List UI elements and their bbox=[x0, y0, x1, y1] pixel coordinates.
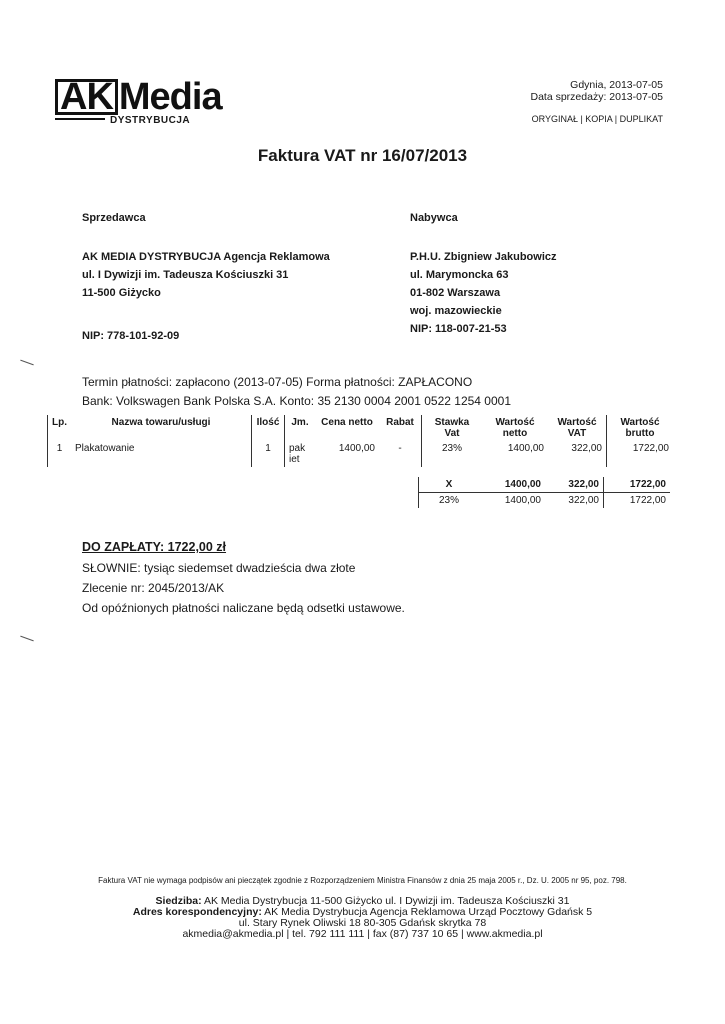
amount-words: SŁOWNIE: tysiąc siedemset dwadzieścia dwa złote bbox=[82, 561, 356, 575]
row-gross-value: 1722,00 bbox=[607, 441, 674, 467]
header-unit: Jm. bbox=[285, 415, 316, 441]
footer-address-label: Adres korespondencyjny: bbox=[132, 906, 262, 918]
row-lp: 1 bbox=[48, 441, 72, 467]
buyer-nip: NIP: 118-007-21-53 bbox=[410, 323, 507, 335]
seller-nip: NIP: 778-101-92-09 bbox=[82, 330, 180, 342]
bank-account: Bank: Volkswagen Bank Polska S.A. Konto: 35 2130 0004 2001 0522 1254 0001 bbox=[82, 394, 511, 408]
buyer-heading: Nabywca bbox=[410, 212, 458, 224]
footer-seat-text: AK Media Dystrybucja 11-500 Giżycko ul. I Dywizji im. Tadeusza Kościuszki 31 bbox=[201, 895, 570, 907]
buyer-region: woj. mazowieckie bbox=[410, 305, 502, 317]
header-qty: Ilość bbox=[252, 415, 285, 441]
footer-address-text: AK Media Dystrybucja Agencja Reklamowa Urząd Pocztowy Gdańsk 5 bbox=[261, 906, 593, 918]
row-qty: 1 bbox=[252, 441, 285, 467]
footer-block bbox=[0, 896, 725, 940]
buyer-block bbox=[410, 248, 557, 338]
header-vat-value-l2: VAT bbox=[567, 428, 587, 439]
row-net-value: 1400,00 bbox=[507, 443, 544, 454]
header-vat-value bbox=[548, 415, 607, 441]
items-table bbox=[47, 415, 673, 467]
rate-net: 1400,00 bbox=[504, 495, 541, 506]
company-logo bbox=[55, 78, 222, 116]
logo-subtitle: DYSTRYBUCJA bbox=[110, 115, 191, 126]
buyer-street: ul. Marymoncka 63 bbox=[410, 269, 509, 281]
header-discount: Rabat bbox=[386, 417, 414, 428]
row-net-price: 1400,00 bbox=[338, 443, 375, 454]
seller-city: 11-500 Giżycko bbox=[82, 287, 161, 299]
row-name: Plakatowanie bbox=[75, 443, 135, 454]
total-net: 1400,00 bbox=[504, 479, 541, 490]
legal-note: Faktura VAT nie wymaga podpisów ani pieczątek zgodnie z Rozporządzeniem Ministra Finansów z dnia 25 maja 2005 r., Dz. U. 2005 nr 95, poz. 798. bbox=[98, 876, 627, 885]
footer-seat-label: Siedziba: bbox=[155, 895, 202, 907]
invoice-title: Faktura VAT nr 16/07/2013 bbox=[257, 146, 468, 165]
rate-gross: 1722,00 bbox=[604, 493, 671, 509]
table-header-row bbox=[48, 415, 674, 441]
totals-row bbox=[419, 477, 671, 493]
place-date: Gdynia, 2013-07-05 bbox=[570, 79, 663, 91]
amount-due: DO ZAPŁATY: 1722,00 zł bbox=[82, 540, 227, 554]
header-net-value-l1: Wartość bbox=[495, 417, 535, 428]
rate-vat: 23% bbox=[419, 493, 480, 509]
logo-media-text: Media bbox=[118, 76, 222, 118]
footer-contact: akmedia@akmedia.pl | tel. 792 111 111 | fax (87) 737 10 65 | www.akmedia.pl bbox=[182, 928, 543, 940]
order-number: Zlecenie nr: 2045/2013/AK bbox=[82, 581, 225, 595]
total-gross: 1722,00 bbox=[604, 477, 671, 493]
table-row bbox=[48, 441, 674, 467]
total-label: X bbox=[419, 477, 480, 493]
row-discount: - bbox=[398, 443, 402, 454]
seller-name: AK MEDIA DYSTRYBUCJA Agencja Reklamowa bbox=[82, 251, 330, 263]
buyer-name: P.H.U. Zbigniew Jakubowicz bbox=[410, 251, 557, 263]
totals-table bbox=[418, 477, 670, 508]
buyer-city: 01-802 Warszawa bbox=[410, 287, 501, 299]
header-net-value bbox=[482, 415, 548, 441]
header-net-price: Cena netto bbox=[321, 417, 373, 428]
rate-row bbox=[419, 493, 671, 509]
row-vat-rate: 23% bbox=[422, 441, 483, 467]
header-net-value-l2: netto bbox=[502, 428, 528, 439]
sale-date: Data sprzedaży: 2013-07-05 bbox=[530, 91, 663, 103]
row-unit-l1: pak bbox=[289, 443, 306, 454]
copy-type: ORYGINAŁ | KOPIA | DUPLIKAT bbox=[531, 114, 663, 124]
interest-note: Od opóźnionych płatności naliczane będą odsetki ustawowe. bbox=[82, 601, 405, 615]
row-vat-value: 322,00 bbox=[571, 443, 602, 454]
punch-mark-2 bbox=[20, 636, 33, 642]
header-gross-value bbox=[607, 415, 674, 441]
total-vat: 322,00 bbox=[568, 479, 599, 490]
footer-address-2: ul. Stary Rynek Oliwski 18 80-305 Gdańsk skrytka 78 bbox=[238, 917, 487, 929]
header-gross-value-l2: brutto bbox=[625, 428, 655, 439]
header-lp: Lp. bbox=[48, 415, 72, 441]
logo-underline bbox=[55, 118, 105, 120]
logo-ak-mark: AK bbox=[55, 79, 118, 115]
seller-block bbox=[82, 248, 330, 302]
seller-street: ul. I Dywizji im. Tadeusza Kościuszki 31 bbox=[82, 269, 289, 281]
header-vat-rate: Stawka Vat bbox=[422, 415, 483, 441]
row-unit bbox=[285, 441, 316, 467]
row-unit-l2: iet bbox=[289, 454, 300, 465]
payment-terms: Termin płatności: zapłacono (2013-07-05) Forma płatności: ZAPŁACONO bbox=[82, 375, 473, 389]
seller-heading: Sprzedawca bbox=[82, 212, 146, 224]
header-gross-value-l1: Wartość bbox=[620, 417, 660, 428]
header-name: Nazwa towaru/usługi bbox=[111, 417, 211, 428]
punch-mark bbox=[20, 360, 33, 366]
rate-vat-value: 322,00 bbox=[568, 495, 599, 506]
header-vat-value-l1: Wartość bbox=[557, 417, 597, 428]
